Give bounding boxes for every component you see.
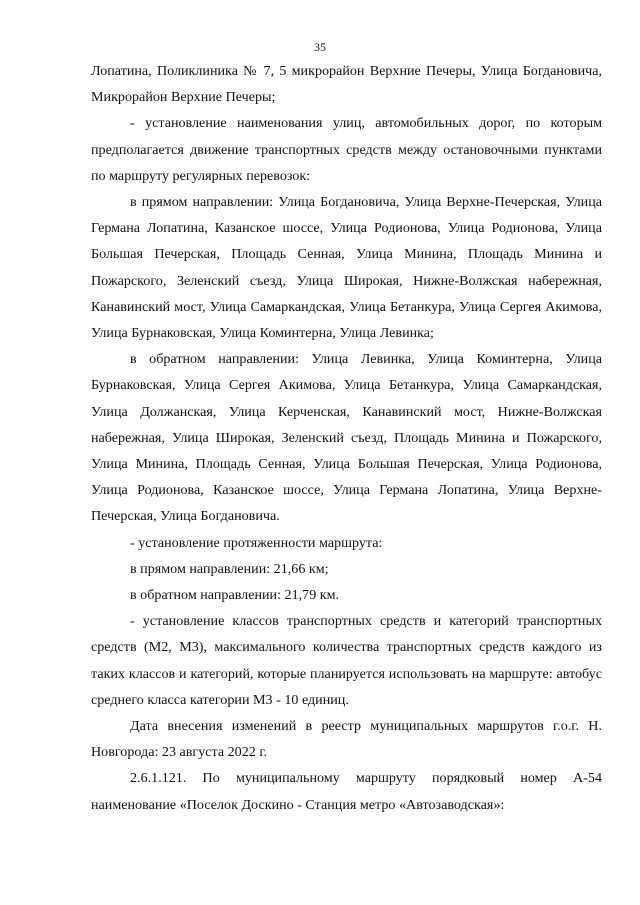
paragraph-next-route-heading: 2.6.1.121. По муниципальному маршруту порядковый номер А-54 наименование «Поселок Доскино - Станция метро «Автозаводская»: — [91, 770, 602, 813]
paragraph-route-length-heading: - установление протяженности маршрута: — [130, 534, 383, 551]
paragraph-reverse-length: в обратном направлении: 21,79 км. — [130, 587, 340, 604]
paragraph-vehicle-classes: - установление классов транспортных средств и категорий транспортных средств (М2, М3), максимального количества транспортных средств каждого из таких классов и категорий, которые планируется использовать на маршруте: автобус среднего класса категории М3 - 10 единиц. — [91, 613, 602, 708]
page-number: 35 — [314, 40, 326, 54]
paragraph-reverse-direction-streets: в обратном направлении: Улица Левинка, Улица Коминтерна, Улица Бурнаковская, Улица Сергея Акимова, Улица Бетанкура, Улица Самаркандская, Улица Должанская, Улица Керченская, Канавинский мост, Нижне-Волжская набережная, Улица Широкая, Зеленский съезд, Площадь Минина и Пожарского, Улица Минина, Площадь Сенная, Улица Большая Печерская, Улица Родионова, Улица Родионова, Казанское шоссе, Улица Германа Лопатина, Улица Верхне-Печерская, Улица Богдановича. — [91, 351, 602, 525]
paragraph-forward-length: в прямом направлении: 21,66 км; — [130, 560, 329, 577]
paragraph-registry-date: Дата внесения изменений в реестр муниципальных маршрутов г.о.г. Н. Новгорода: 23 августа 2022 г. — [91, 718, 602, 761]
paragraph-route-stops-end: Лопатина, Поликлиника № 7, 5 микрорайон Верхние Печеры, Улица Богдановича, Микрорайон Верхние Печеры; — [91, 63, 602, 106]
paragraph-forward-direction-streets: в прямом направлении: Улица Богдановича, Улица Верхне-Печерская, Улица Германа Лопатина, Казанское шоссе, Улица Родионова, Улица Родионова, Улица Большая Печерская, Площадь Сенная, Улица Минина, Площадь Минина и Пожарского, Зеленский съезд, Улица Широкая, Нижне-Волжская набережная, Канавинский мост, Улица Самаркандская, Улица Бетанкура, Улица Сергея Акимова, Улица Бурнаковская, Улица Коминтерна, Улица Левинка; — [91, 194, 602, 342]
document-text — [91, 58, 602, 818]
paragraph-street-names-heading: - установление наименования улиц, автомобильных дорог, по которым предполагается движение транспортных средств между остановочными пунктами по маршруту регулярных перевозок: — [91, 115, 602, 184]
